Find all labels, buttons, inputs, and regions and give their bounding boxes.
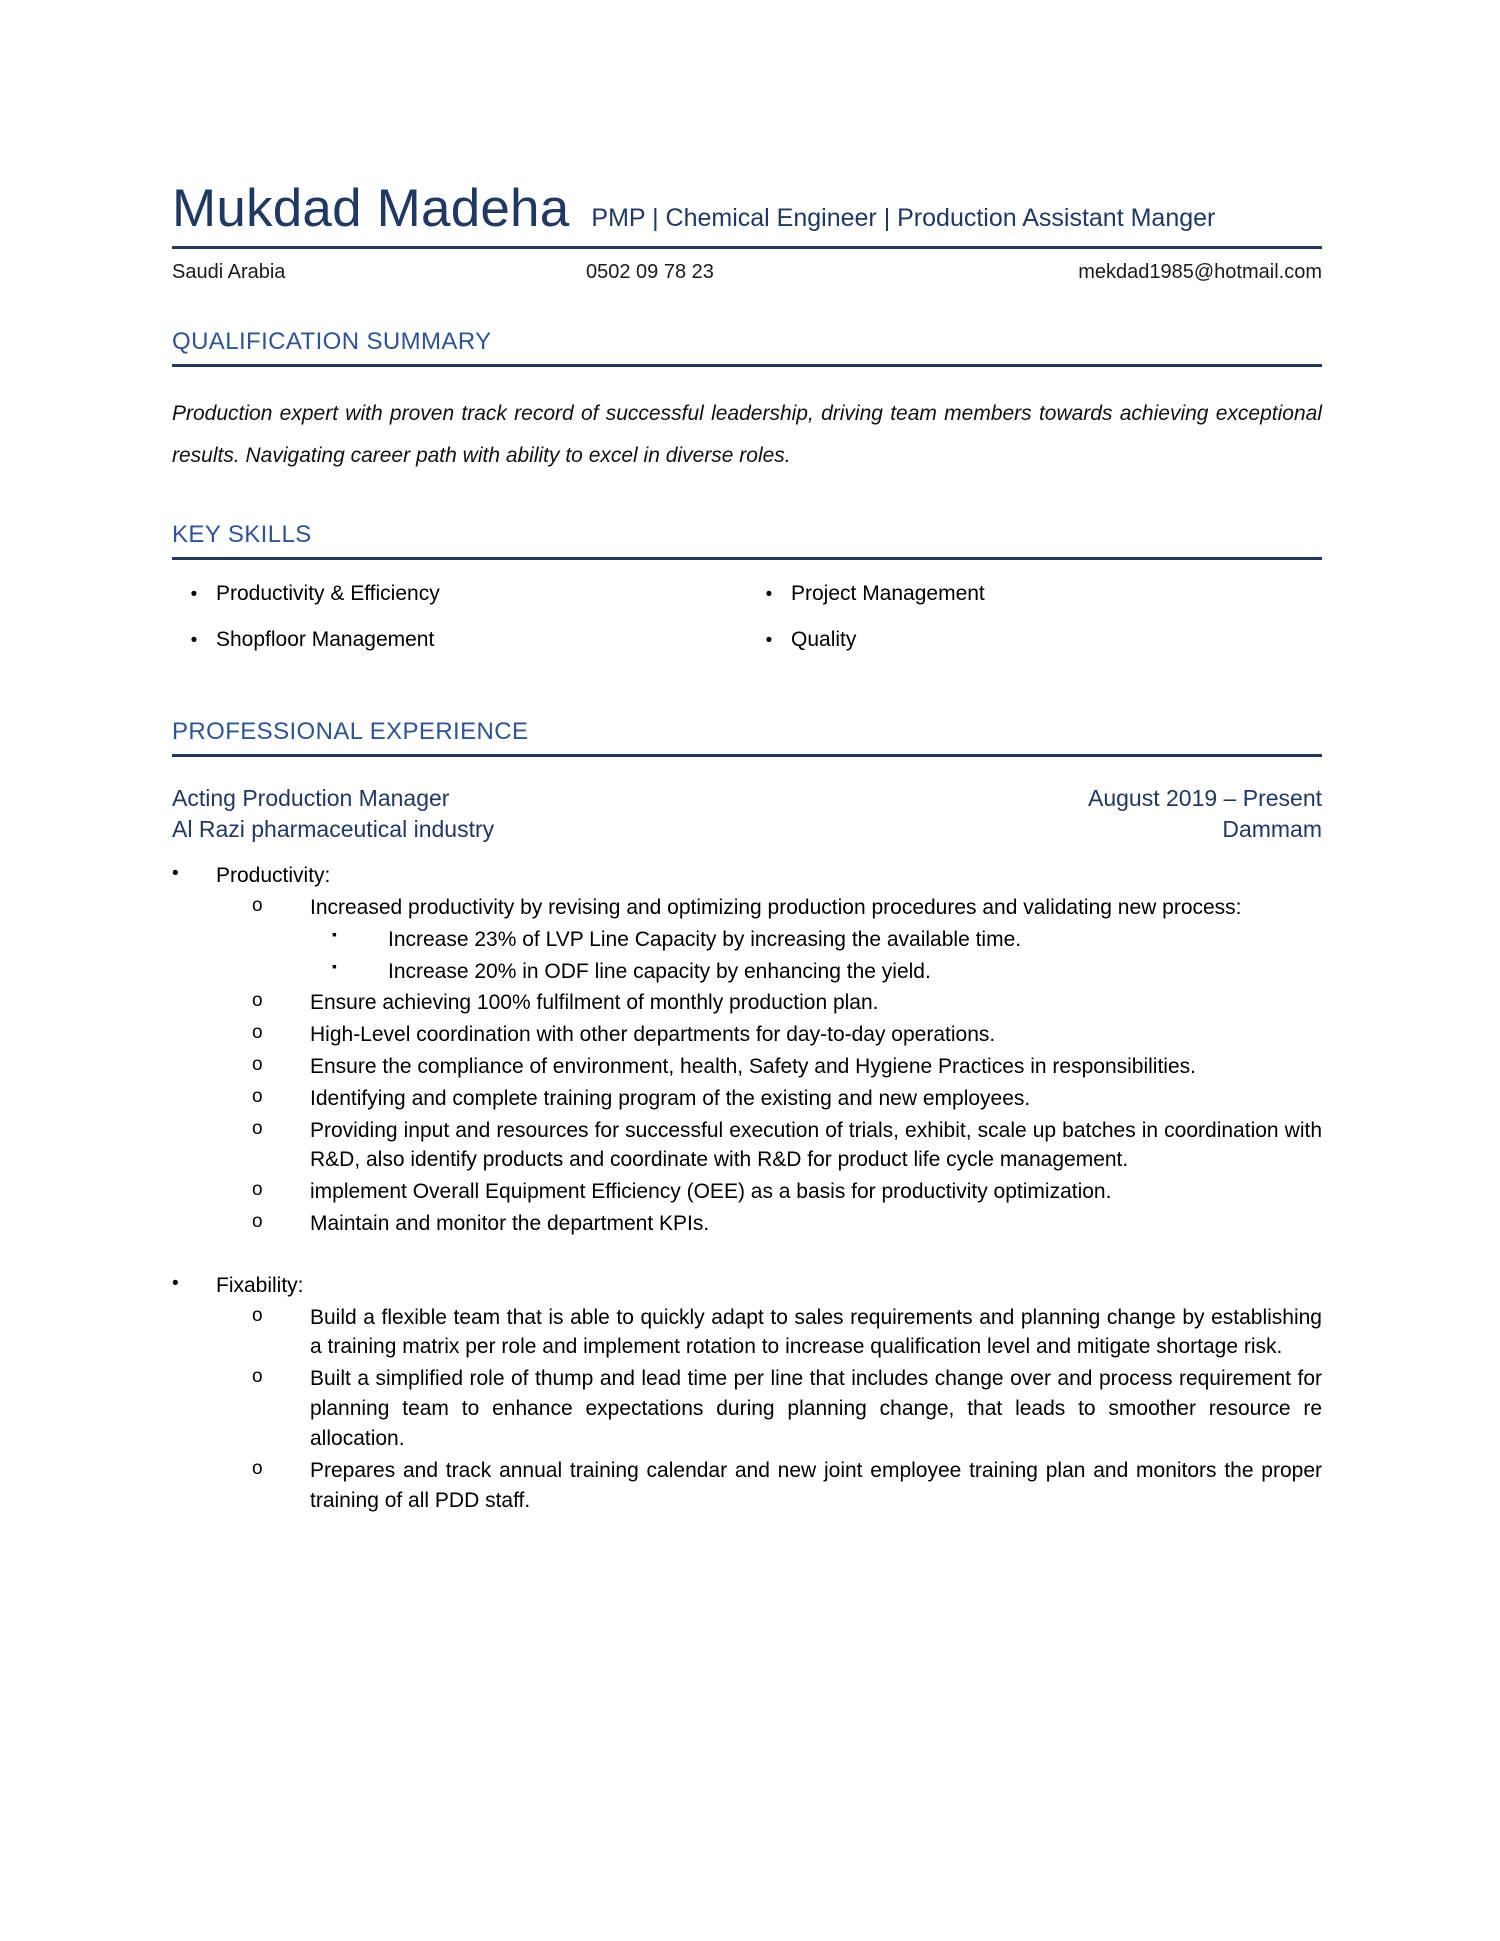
list-item [252,1177,1322,1207]
bullet-circle-icon: o [252,1179,263,1201]
list-item [252,1116,1322,1176]
resume-header [172,0,1322,239]
contact-phone: 0502 09 78 23 [586,261,714,283]
bullet-circle-icon: o [252,1457,263,1479]
list-item-text: Maintain and monitor the department KPIs. [310,1212,710,1236]
list-item-text: Prepares and track annual training calendar and new joint employee training plan and monitors the proper training of all PDD staff. [310,1458,1322,1512]
resume-content [172,0,1322,1515]
header-divider [172,246,1322,249]
bullet-circle-icon: o [252,1304,263,1326]
list-item [332,957,1322,987]
list-item [252,1052,1322,1082]
bullet-circle-icon: o [252,1085,263,1107]
list-item-text: implement Overall Equipment Efficiency (OEE) as a basis for productivity optimization. [310,1180,1112,1204]
candidate-headline: PMP | Chemical Engineer | Production Assistant Manger [591,204,1216,232]
list-item [747,582,1322,606]
list-item [172,1271,1322,1301]
job-dates: August 2019 – Present [1088,785,1322,811]
list-item-text: Increase 20% in ODF line capacity by enhancing the yield. [388,959,931,983]
contact-location: Saudi Arabia [172,261,286,283]
bullet-square-icon: ▪ [332,957,337,974]
list-item [172,861,1322,891]
skill-label: Shopfloor Management [216,628,435,651]
list-group-spacer [172,1239,1322,1269]
qualification-summary-text: Production expert with proven track record of successful leadership, driving team members towards achieving exceptional results. Navigating career path with ability to excel in diverse roles. [172,402,1322,467]
list-item [252,1303,1322,1363]
contact-email: mekdad1985@hotmail.com [1078,261,1322,283]
list-item [252,1364,1322,1453]
bullet-disc-icon: • [172,863,179,885]
job-company: Al Razi pharmaceutical industry [172,816,495,843]
key-skills-column-right [747,582,1322,674]
bullet-square-icon: ▪ [332,925,337,942]
list-item-text: Identifying and complete training program of the existing and new employees. [310,1086,1031,1110]
bullet-disc-icon: • [765,630,773,651]
candidate-name: Mukdad Madeha [172,179,570,238]
skill-label: Quality [791,628,857,651]
bullet-circle-icon: o [252,990,263,1012]
section-divider [172,364,1322,367]
bullet-circle-icon: o [252,1366,263,1388]
job-company-row [172,814,1322,845]
job-role-row [172,783,1322,814]
section-qualification-summary [172,328,1322,477]
contact-line [172,261,1322,284]
list-item [252,1456,1322,1516]
bullet-disc-icon: • [765,584,773,605]
key-skills-column-left [172,582,747,674]
bullet-circle-icon: o [252,1022,263,1044]
bullet-circle-icon: o [252,1211,263,1233]
list-item-text: Ensure achieving 100% fulfilment of monthly production plan. [310,991,879,1015]
bullet-circle-icon: o [252,1117,263,1139]
section-divider [172,557,1322,560]
section-title-professional-experience: PROFESSIONAL EXPERIENCE [172,718,529,745]
list-item [252,893,1322,923]
list-item [252,1020,1322,1050]
list-item [172,628,747,652]
section-key-skills [172,521,1322,674]
section-divider [172,754,1322,757]
bullet-circle-icon: o [252,1053,263,1075]
list-item-text: Ensure the compliance of environment, health, Safety and Hygiene Practices in responsibilities. [310,1054,1196,1078]
list-item [252,988,1322,1018]
job-role: Acting Production Manager [172,785,450,811]
job-entry [172,783,1322,845]
bullet-disc-icon: • [172,1272,179,1294]
section-professional-experience [172,718,1322,1515]
list-item-text: Providing input and resources for successful execution of trials, exhibit, scale up batches in coordination with R&D, also identify products and coordinate with R&D for product life cycle management. [310,1118,1322,1172]
list-item [252,1209,1322,1239]
list-item [172,582,747,606]
list-item [332,925,1322,955]
list-item-text: Increase 23% of LVP Line Capacity by increasing the available time. [388,927,1022,951]
bullet-circle-icon: o [252,894,263,916]
skill-label: Productivity & Efficiency [216,582,440,605]
list-item-text: High-Level coordination with other departments for day-to-day operations. [310,1023,996,1047]
bullet-disc-icon: • [190,584,198,605]
list-item-text: Productivity: [216,864,331,888]
section-title-key-skills: KEY SKILLS [172,521,312,548]
list-item-text: Fixability: [216,1273,304,1297]
job-location: Dammam [1222,816,1322,843]
list-item-text: Increased productivity by revising and optimizing production procedures and validating new process: [310,895,1242,919]
list-item-text: Built a simplified role of thump and lead time per line that includes change over and process requirement for planning team to enhance expectations during planning change, that leads to smoother resource re allocation. [310,1367,1322,1450]
bullet-disc-icon: • [190,630,198,651]
list-item [747,628,1322,652]
section-title-qualification-summary: QUALIFICATION SUMMARY [172,328,492,355]
list-item-text: Build a flexible team that is able to quickly adapt to sales requirements and planning change by establishing a training matrix per role and implement rotation to increase qualification level and mitigate shortage risk. [310,1305,1322,1359]
key-skills-grid [172,582,1322,674]
list-item [252,1084,1322,1114]
skill-label: Project Management [791,582,985,605]
experience-bullet-list [172,861,1322,1515]
